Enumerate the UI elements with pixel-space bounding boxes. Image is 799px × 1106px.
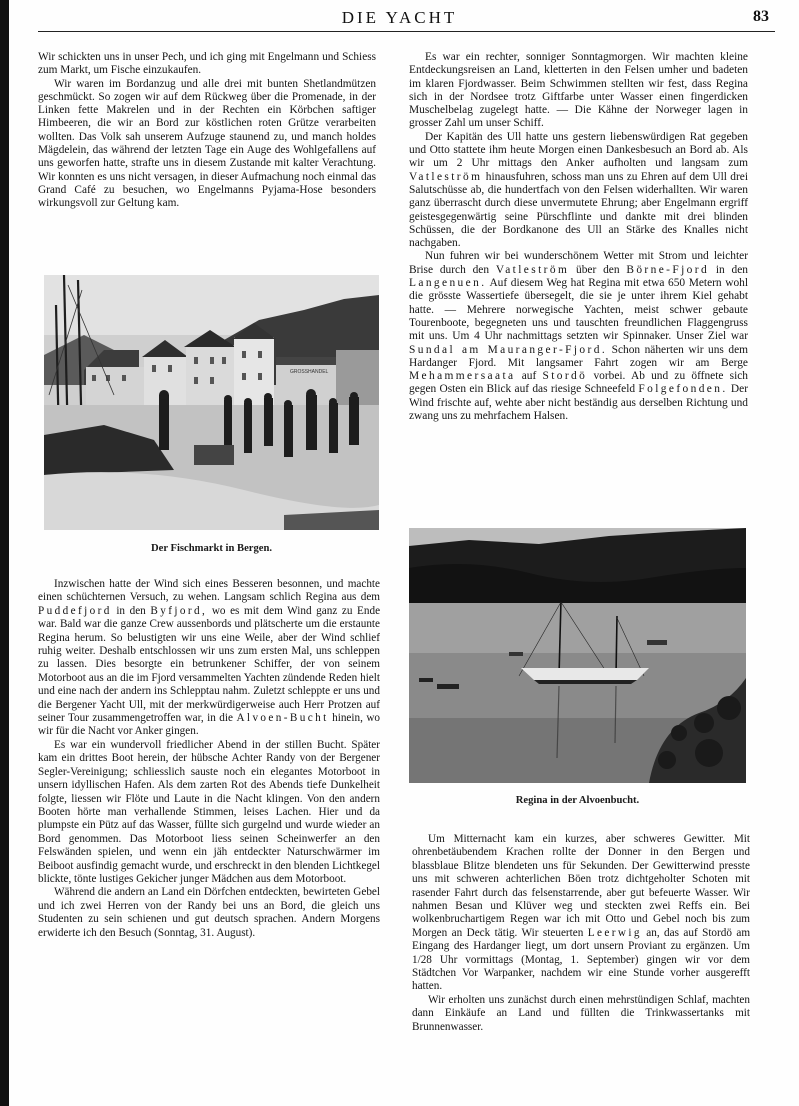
paragraph: Wir waren im Bordanzug und alle drei mit bunten Shetlandmützen geschmückt. So zogen wir auf dem Rückweg über die Promenade, in der Linken fette Makrelen und in der Rechten ein Körbchen saftiger Himbeeren, die wir an Bord zur köstlichen roten Grütze verarbeiten wollten. Das Volk sah unserem Aufzuge staunend zu, und manch holdes Mägdelein, das während der letzten Tage ein Auge des Wohlgefallens auf uns geworfen hatte, strafte uns in diesem Zustande mit kalter Verachtung. Wir konnten es uns nicht versagen, in dieser Aufmachung noch einmal das Grand Café zu besuchen, wo Engelmanns Pyjama-Hose besonders wirkungsvoll zur Geltung kam. xyxy=(38,77,376,210)
place-name: Sundal am Mauranger-Fjord. xyxy=(409,343,608,356)
place-name: Byfjord, xyxy=(150,604,208,617)
page-spine xyxy=(0,0,9,1106)
place-name: Stordö xyxy=(542,370,588,383)
place-name: Alvoen-Bucht xyxy=(236,712,329,725)
paragraph: Wir schickten uns in unser Pech, und ich ging mit Engelmann und Schiess zum Markt, um Fische einzukaufen. xyxy=(38,51,376,77)
paragraph: Inzwischen hatte der Wind sich eines Besseren besonnen, und machte einen schüchternen Versuch, zu wehen. Langsam schlich Regina aus dem Puddefjord in den Byfjord, wo es mit dem Wind ganz zu Ende war. Bald war die ganze Crew aussenbords und plätscherte um die erstaunte Regina herum. So belustigten wir uns eine Weile, aber der Wind schlief ruhig weiter. Deshalb entschlossen wir uns zum ersten Mal, uns schleppen zu lassen. Dies besorgte ein betrunkener Schiffer, der von seinem Motorboot aus an die im Fjord versammelten Yachten zündende Reden hielt und eine nach der andern ins Schlepptau nahm. Zuletzt schleppte er uns und die Bergener Yacht Ull, mit der merkwürdigerweise auch Herr Protzen auf seiner Tour zusammengetroffen war, in die Alvoen-Bucht hinein, wo wir für die Nacht vor Anker gingen. xyxy=(38,578,381,738)
column-right-bottom xyxy=(412,833,750,1034)
column-right-top xyxy=(409,51,748,423)
caption-regina: Regina in der Alvoenbucht. xyxy=(515,795,640,806)
place-name: Vatleström xyxy=(409,170,483,183)
paragraph: Es war ein wundervoll friedlicher Abend in der stillen Bucht. Später kam ein drittes Boot herein, der hübsche Achter Randy von der Bergener Segler-Vereinigung; schliesslich sauste noch ein elegantes Motorboot in unsern idyllischen Hafen. Als dem zarten Rot des Abends tiefe Dunkelheit folgte, liessen wir Flöte und Laute in die Nacht klingen. Von den andern Booten hörte man verhallende Stimmen, leises Lachen. Hier und da plumpste ein Pütz auf das Wasser, füllte sich gurgelnd und wurde wieder an Bord genommen. Das Motorboot liess seinen Scheinwerfer an den Felswänden spielen, und wenn ein jäh entdeckter Naturschwärmer im Beiboot ausfindig gemacht wurde, und erschreckt in den blenden Lichtkegel blickte, tönte lustiges Gekicher junger Mädchen aus dem Motorboot. xyxy=(38,738,380,885)
fish-market-photo xyxy=(44,275,379,530)
place-name: Folgefonden. xyxy=(638,383,728,396)
regina-yacht-photo xyxy=(409,528,746,783)
paragraph: Während die andern an Land ein Dörfchen entdeckten, bewirteten Gebel und ich zwei Herren von der Randy bei uns an Bord, die gleich uns Studenten zu sein schienen und gut deutsch sprachen. Andern Morgens erwiderte ich den Besuch (Sonntag, 31. August). xyxy=(38,886,380,939)
column-left-top xyxy=(38,51,376,211)
paragraph: Es war ein rechter, sonniger Sonntagmorgen. Wir machten kleine Entdeckungsreisen an Land, kletterten in den Felsen umher und badeten im klaren Fjordwasser. Beim Schwimmen stellten wir fest, dass Regina sich in der Nordsee trotz Giftfarbe unter Wasser einen fingerdicken Muschelbelag zugelegt hatte. — Die Kähne der Norweger lagen in grosser Zahl um unser Schiff. xyxy=(409,51,748,130)
caption-fish-market: Der Fischmarkt in Bergen. xyxy=(150,543,273,554)
place-name: Puddefjord xyxy=(38,604,112,617)
running-title: DIE YACHT xyxy=(341,8,458,27)
column-left-bottom xyxy=(38,578,380,940)
place-name: Börne-Fjord xyxy=(626,263,710,276)
paragraph: Der Kapitän des Ull hatte uns gestern liebenswürdigen Rat gegeben und Otto stattete ihm heute Morgen einen Dankesbesuch an Bord ab. Als wir um 2 Uhr mittags den Anker aufholten und langsam zum Vatleström hinausfuhren, schoss man uns zu Ehren auf dem Ull drei Salutschüsse ab, die hundertfach von den Felsen widerhallten. Wir waren ganz überrascht durch diese unvermutete Ehrung; aber Engelmann ergriff geistesgegenwärtig seine Pürschflinte und dankte mit drei blinden Schüssen, die der Bordkanone des Ull an Stärke des Knalles nicht nachgaben. xyxy=(409,130,748,250)
place-name: Langenuen. xyxy=(409,277,487,290)
shop-sign: GROSSHANDEL xyxy=(290,369,329,375)
paragraph: Wir erholten uns zunächst durch einen mehrstündigen Schlaf, machten dann Einkäufe an Land und füllten die Trinkwassertanks mit Brunnenwasser. xyxy=(412,993,750,1033)
header-rule xyxy=(38,31,775,32)
paragraph: Um Mitternacht kam ein kurzes, aber schweres Gewitter. Mit ohrenbetäubendem Krachen rollte der Donner in den Bergen und blassblaue Blitze blendeten uns für Sekunden. Der Gewitterwind presste uns mit schweren achterlichen Böen trotz dichtgeholter Schoten mit rasender Fahrt durch das felsenstarrende, aber gut befeuerte Wasser. Wir nahmen Besan und Klüver weg und steckten zwei Reffs ein. Bei wolkenbruchartigem Regen war ich mit Otto und Gebel noch bis zum Morgen an Deck tätig. Wir steuerten Leerwig an, das auf Stordö am Eingang des Hardanger liegt, um dort unsern Proviant zu ergänzen. Um 1/28 Uhr vormittags (Montag, 1. September) gingen wir vor dem Städtchen Vor Warpanker, nachdem wir eine Stunde vorher ausgerefft hatten. xyxy=(412,833,751,993)
paragraph: Nun fuhren wir bei wunderschönem Wetter mit Strom und leichter Brise durch den Vatleström über den Börne-Fjord in den Langenuen. Auf diesem Weg hat Regina mit etwa 650 Metern wohl die grösste Wassertiefe übersegelt, die sie je unter ihrem Kiel gehabt hatte. — Mehrere norwegische Yachten, meist schwer gebaute Tourenboote, begegneten uns und tauschten freundlichen Flaggengruss mit uns. Um 4 Uhr nachmittags setzten wir Spinnaker. Unser Ziel war Sundal am Mauranger-Fjord. Schon näherten wir uns dem Hardanger Fjord. Mit langsamer Fahrt zogen wir am Berge Mehammersaata auf Stordö vorbei. Ab und zu öffnete sich gegen Osten ein Blick auf das riesige Schneefeld Folgefonden. Der Wind frischte auf, wehte aber nicht beständig aus derselben Richtung und zwang uns zu mehrfachem Halsen. xyxy=(409,250,749,423)
place-name: Vatleström xyxy=(495,263,570,276)
place-name: Leerwig xyxy=(587,926,642,939)
place-name: Mehammersaata xyxy=(409,370,516,383)
page-number: 83 xyxy=(753,8,769,25)
